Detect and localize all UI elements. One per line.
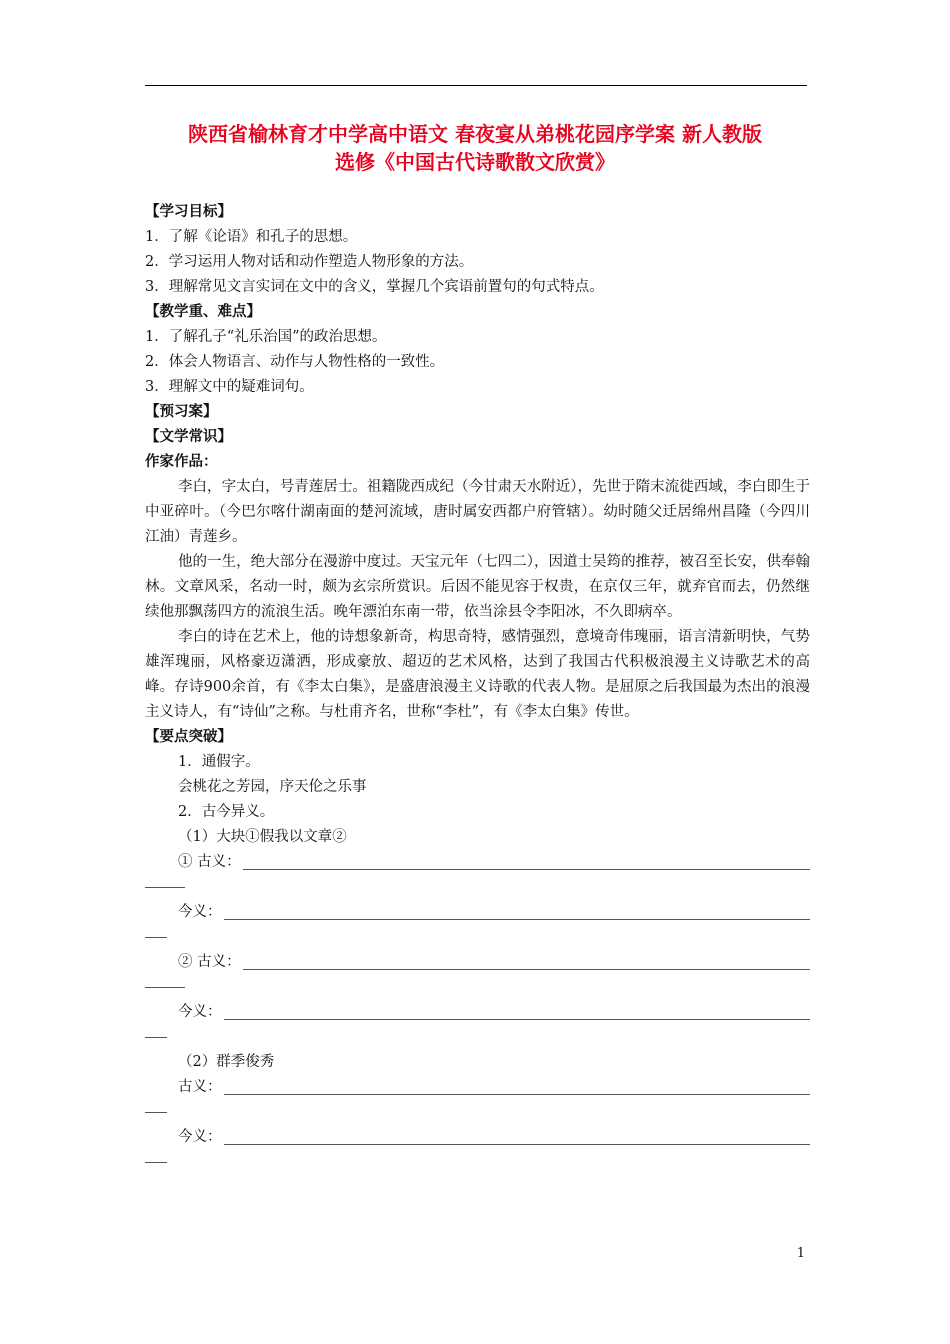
bio-paragraph-2: 他的一生，绝大部分在漫游中度过。天宝元年（七四二），因道士吴筠的推荐，被召至长安，供奉翰林。文章风采，名动一时，颇为玄宗所赏识。后因不能见容于权贵，在京仅三年，就弃官而去，仍然继续他那飘荡四方的流浪生活。晚年漂泊东南一带，依当涂县令李阳冰，不久即病卒。 bbox=[145, 554, 810, 620]
bio-paragraph-1: 李白，字太白，号青莲居士。祖籍陇西成纪（今甘肃天水附近），先世于隋末流徙西域，李白即生于中亚碎叶。（今巴尔喀什湖南面的楚河流域，唐时属安西都户府管辖）。幼时随父迁居绵州昌隆（今四川江油）青莲乡。 bbox=[145, 479, 810, 545]
answer-blank[interactable] bbox=[224, 1144, 811, 1145]
answer-row-1-jin bbox=[145, 900, 810, 925]
answer-blank-tail bbox=[145, 1025, 810, 1050]
answer-blank[interactable] bbox=[224, 1094, 811, 1095]
answer-label: 古义： bbox=[178, 1079, 222, 1095]
objective-item-2: 2．学习运用人物对话和动作塑造人物形象的方法。 bbox=[145, 254, 474, 270]
answer-label: 今义： bbox=[178, 904, 222, 920]
key-point-item-1: 1．了解孔子“礼乐治国”的政治思想。 bbox=[145, 329, 387, 345]
preview-heading: 【预习案】 bbox=[145, 404, 218, 420]
answer-blank-tail bbox=[145, 925, 810, 950]
answer-label: 今义： bbox=[178, 1129, 222, 1145]
author-works-heading: 作家作品： bbox=[145, 454, 218, 470]
answer-blank[interactable] bbox=[224, 919, 811, 920]
answer-row-3-jin bbox=[145, 1125, 810, 1150]
key-point-item-2: 2．体会人物语言、动作与人物性格的一致性。 bbox=[145, 354, 445, 370]
gujin-sub1: （1）大块①假我以文章② bbox=[178, 829, 347, 845]
header-rule bbox=[145, 85, 807, 86]
answer-label: 今义： bbox=[178, 1004, 222, 1020]
literature-heading: 【文学常识】 bbox=[145, 429, 232, 445]
answer-blank-tail bbox=[145, 1100, 810, 1125]
tongjia-title: 1．通假字。 bbox=[178, 754, 260, 770]
objectives-heading: 【学习目标】 bbox=[145, 204, 232, 220]
document-title bbox=[100, 120, 850, 176]
key-points-heading: 【教学重、难点】 bbox=[145, 304, 261, 320]
key-point-item-3: 3．理解文中的疑难词句。 bbox=[145, 379, 314, 395]
tongjia-example: 会桃花之芳园，序天伦之乐事 bbox=[178, 779, 367, 795]
answer-row-1-gu bbox=[145, 850, 810, 875]
answer-row-2-jin bbox=[145, 1000, 810, 1025]
objective-item-3: 3．理解常见文言实词在文中的含义，掌握几个宾语前置句的句式特点。 bbox=[145, 279, 604, 295]
page-number: 1 bbox=[796, 1246, 805, 1261]
answer-blank-tail bbox=[145, 875, 810, 900]
answer-blank[interactable] bbox=[224, 1019, 811, 1020]
answer-row-2-gu bbox=[145, 950, 810, 975]
document-body bbox=[145, 200, 810, 1175]
objective-item-1: 1．了解《论语》和孔子的思想。 bbox=[145, 229, 358, 245]
answer-blank-tail bbox=[145, 975, 810, 1000]
gujin-sub2: （2）群季俊秀 bbox=[178, 1054, 275, 1070]
answer-blank[interactable] bbox=[243, 869, 810, 870]
title-line-1: 陕西省榆林育才中学高中语文 春夜宴从弟桃花园序学案 新人教版 bbox=[188, 122, 762, 146]
answer-row-3-gu bbox=[145, 1075, 810, 1100]
answer-blank[interactable] bbox=[243, 969, 810, 970]
breakthrough-heading: 【要点突破】 bbox=[145, 729, 232, 745]
answer-label: ① 古义： bbox=[178, 854, 241, 870]
answer-blank-tail bbox=[145, 1150, 810, 1175]
gujin-title: 2．古今异义。 bbox=[178, 804, 275, 820]
title-line-2: 选修《中国古代诗歌散文欣赏》 bbox=[335, 150, 615, 174]
answer-label: ② 古义： bbox=[178, 954, 241, 970]
bio-paragraph-3: 李白的诗在艺术上，他的诗想象新奇，构思奇特，感情强烈，意境奇伟瑰丽，语言清新明快，气势雄浑瑰丽，风格豪迈潇洒，形成豪放、超迈的艺术风格，达到了我国古代积极浪漫主义诗歌艺术的高峰。存诗900余首，有《李太白集》，是盛唐浪漫主义诗歌的代表人物。是屈原之后我国最为杰出的浪漫主义诗人，有“诗仙”之称。与杜甫齐名，世称“李杜”，有《李太白集》传世。 bbox=[145, 629, 810, 720]
